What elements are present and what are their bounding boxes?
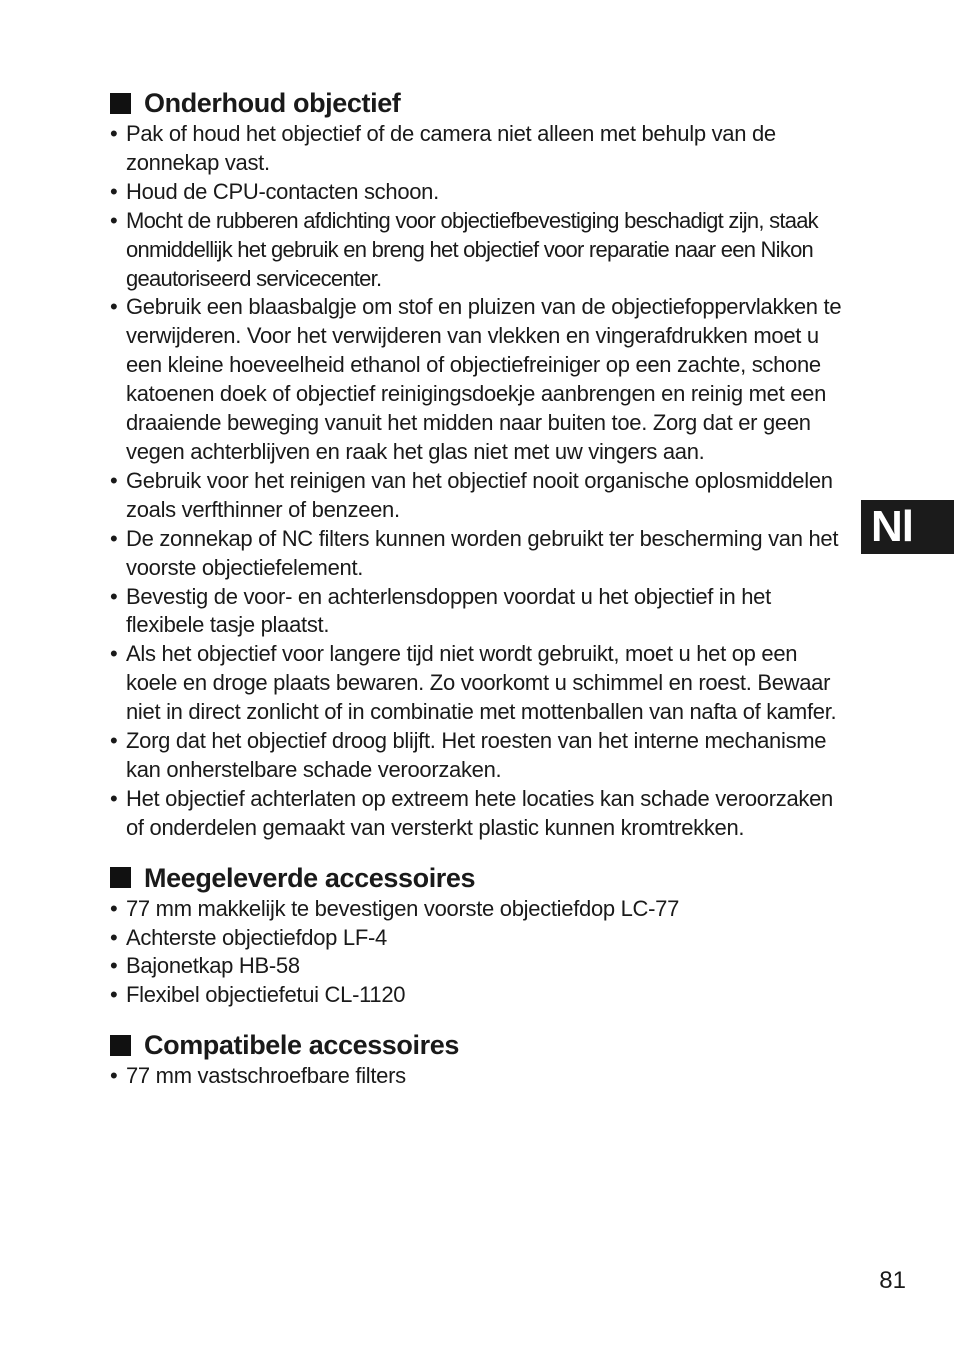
list-item-text: Zorg dat het objectief droog blijft. Het roesten van het interne mechanisme kan onherstelbare schade veroorzaken. (126, 728, 827, 782)
list-item-text: Bevestig de voor- en achterlensdoppen voordat u het objectief in het flexibele tasje plaatst. (126, 583, 771, 638)
list-item (110, 467, 850, 525)
bullet-icon: • (110, 178, 118, 204)
section-heading-onderhoud (110, 86, 850, 120)
list-item (110, 525, 850, 583)
list-item (110, 785, 850, 843)
list-item (110, 981, 850, 1010)
list-item (110, 120, 850, 178)
spacer (110, 843, 850, 861)
bullet-icon: • (110, 1063, 118, 1089)
bullet-icon: • (110, 467, 118, 493)
bullet-icon: • (110, 207, 117, 233)
section-title: Onderhoud objectief (144, 88, 401, 118)
bullet-icon: • (110, 924, 118, 950)
page-content (110, 86, 850, 1091)
compatible-accessories-list (110, 1062, 850, 1091)
list-item-text: 77 mm makkelijk te bevestigen voorste objectiefdop LC-77 (126, 895, 680, 921)
list-item-text: Pak of houd het objectief of de camera niet alleen met behulp van de zonnekap vast. (126, 121, 776, 175)
bullet-icon: • (110, 525, 118, 551)
section-title: Meegeleverde accessoires (144, 862, 476, 893)
list-item (110, 207, 850, 294)
list-item-text: De zonnekap of NC filters kunnen worden gebruikt ter bescherming van het voorste objectiefelement. (126, 525, 839, 580)
maintenance-list (110, 120, 850, 843)
list-item (110, 895, 850, 924)
section-heading-compatibel (110, 1028, 850, 1062)
spacer (110, 1010, 850, 1028)
list-item (110, 1062, 850, 1091)
list-item (110, 924, 850, 953)
list-item-text: Bajonetkap HB-58 (126, 953, 300, 979)
list-item-text: Houd de CPU-contacten schoon. (126, 178, 439, 204)
list-item-text: Mocht de rubberen afdichting voor objectiefbevestiging beschadigt zijn, staak onmiddellijk het gebruik en breng het objectief voor reparatie naar een Nikon geautoriseerd servicecenter. (126, 207, 818, 291)
list-item (110, 583, 850, 641)
list-item-text: Gebruik voor het reinigen van het objectief nooit organische oplosmiddelen zoals verfthinner of benzeen. (126, 467, 833, 522)
heading-square-icon (110, 93, 131, 114)
bullet-icon: • (110, 121, 118, 146)
list-item (110, 727, 850, 785)
list-item (110, 952, 850, 981)
list-item-text: Als het objectief voor langere tijd niet wordt gebruikt, moet u het op een koele en droge plaats bewaren. Zo voorkomt u schimmel en roest. Bewaar niet in direct zonlicht of in combinatie met mottenballen van nafta of kamfer. (126, 641, 837, 725)
list-item (110, 640, 850, 727)
bullet-icon: • (110, 583, 118, 609)
heading-square-icon (110, 867, 131, 888)
list-item-text: Flexibel objectiefetui CL-1120 (126, 982, 406, 1008)
list-item-text: Het objectief achterlaten op extreem hete locaties kan schade veroorzaken of onderdelen gemaakt van versterkt plastic kunnen kromtrekken. (126, 785, 833, 840)
bullet-icon: • (110, 982, 118, 1008)
bullet-icon: • (110, 953, 118, 979)
supplied-accessories-list (110, 895, 850, 1011)
section-heading-meegeleverd (110, 861, 850, 895)
bullet-icon: • (110, 641, 118, 667)
bullet-icon: • (110, 785, 118, 811)
language-tab: Nl (861, 500, 954, 554)
heading-square-icon (110, 1035, 131, 1056)
list-item (110, 293, 850, 466)
list-item-text: Achterste objectiefdop LF-4 (126, 924, 387, 950)
bullet-icon: • (110, 728, 118, 754)
list-item (110, 178, 850, 207)
page-number: 81 (879, 1267, 906, 1294)
bullet-icon: • (110, 294, 118, 320)
list-item-text: Gebruik een blaasbalgje om stof en pluizen van de objectiefoppervlakken te verwijderen. Voor het verwijderen van vlekken en vingerafdrukken moet u een kleine hoeveelheid ethanol of objectiefreiniger op een zachte, schone katoenen doek of objectief reinigingsdoekje aanbrengen en reinig met een draaiende beweging vanuit het midden naar buiten toe. Zorg dat er geen vegen achterblijven en raak het glas niet met uw vingers aan. (126, 294, 842, 464)
bullet-icon: • (110, 895, 118, 921)
list-item-text: 77 mm vastschroefbare filters (126, 1063, 406, 1089)
section-title: Compatibele accessoires (144, 1030, 459, 1061)
